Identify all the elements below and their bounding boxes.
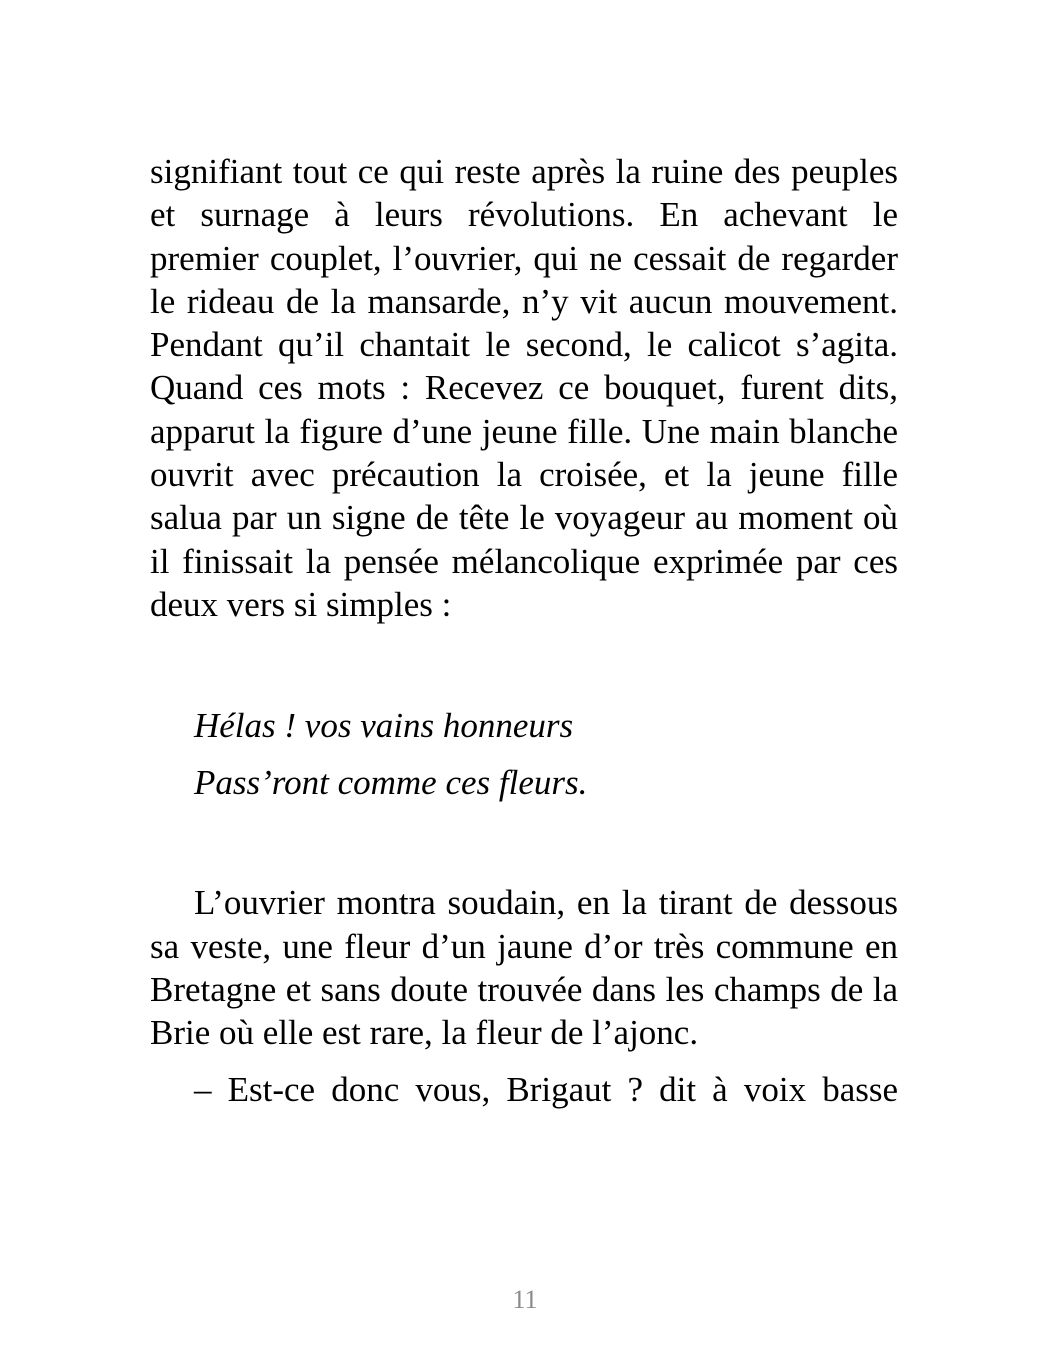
- verse-line-2: Pass’ront comme ces fleurs.: [194, 762, 588, 802]
- paragraph-dialogue: – Est-ce donc vous, Brigaut ? dit à voix basse: [194, 1070, 898, 1110]
- paragraph-ouvrier: L’ouvrier montra soudain, en la tirant de dessous sa veste, une fleur d’un jaune d’or très commune en Bretagne et sans doute trouvée dans les champs de la Brie où elle est rare, la fleur de l’ajonc.: [150, 883, 898, 1053]
- verse-line-1: Hélas ! vos vains honneurs: [194, 706, 574, 746]
- page-body: [150, 150, 898, 1112]
- page-number: 11: [512, 1285, 538, 1314]
- paragraph-continuation: signifiant tout ce qui reste après la ruine des peuples et surnage à leurs révolutions. En achevant le premier couplet, l’ouvrier, qui ne cessait de regarder le rideau de la mansarde, n’y vit aucun mouvement. Pendant qu’il chantait le second, le calicot s’agita. Quand ces mots : Recevez ce bouquet, furent dits, apparut la figure d’une jeune fille. Une main blanche ouvrit avec précaution la croisée, et la jeune fille salua par un signe de tête le voyageur au moment où il finissait la pensée mélancolique exprimée par ces deux vers si simples :: [150, 152, 898, 624]
- verse-block: [150, 698, 898, 811]
